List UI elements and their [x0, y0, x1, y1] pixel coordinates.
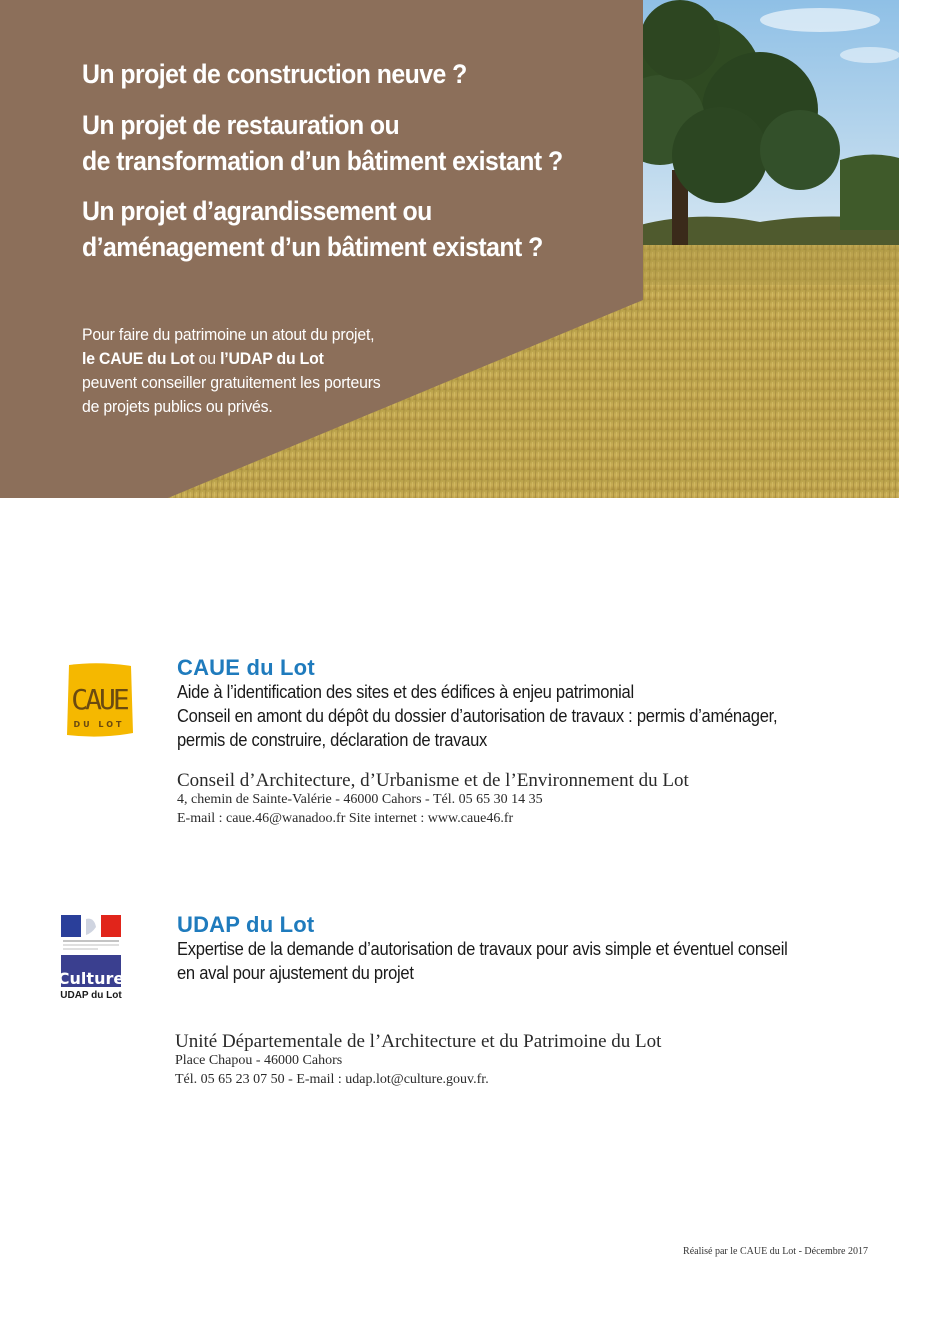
- svg-text:UDAP du Lot: UDAP du Lot: [60, 990, 122, 1001]
- udap-line-2: en aval pour ajustement du projet: [177, 963, 414, 983]
- question-restauration: Un projet de restauration ou de transformation d’un bâtiment existant ?: [82, 110, 563, 176]
- footer-credit: Réalisé par le CAUE du Lot - Décembre 2017: [683, 1246, 868, 1257]
- svg-text:Culture: Culture: [58, 969, 125, 988]
- caue-logo: [63, 661, 135, 739]
- caue-fullname: Conseil d’Architecture, d’Urbanisme et de l’Environnement du Lot: [177, 770, 689, 791]
- udap-line-1: Expertise de la demande d’autorisation de travaux pour avis simple et éventuel conseil: [177, 939, 788, 959]
- question-agrandissement: Un projet d’agrandissement ou d’aménagement d’un bâtiment existant ?: [82, 196, 543, 262]
- udap-title: UDAP du Lot: [177, 912, 315, 937]
- udap-fullname: Unité Départementale de l’Architecture et du Patrimoine du Lot: [175, 1031, 662, 1052]
- caue-title: CAUE du Lot: [177, 655, 315, 680]
- caue-line-2: Conseil en amont du dépôt du dossier d’autorisation de travaux : permis d’aménager,: [177, 706, 778, 726]
- udap-contact: Tél. 05 65 23 07 50 - E-mail : udap.lot@culture.gouv.fr.: [175, 1072, 489, 1087]
- svg-text:DU LOT: DU LOT: [73, 720, 125, 729]
- question-construction: Un projet de construction neuve ?: [82, 59, 467, 89]
- hero-banner: [0, 0, 899, 498]
- intro-text: Pour faire du patrimoine un atout du projet, le CAUE du Lot ou l’UDAP du Lot peuvent conseiller gratuitement les porteurs de projets publics ou privés.: [82, 325, 381, 416]
- caue-address: 4, chemin de Sainte-Valérie - 46000 Cahors - Tél. 05 65 30 14 35: [177, 792, 543, 807]
- caue-line-3: permis de construire, déclaration de travaux: [177, 730, 488, 750]
- udap-logo: [58, 913, 126, 1003]
- udap-address: Place Chapou - 46000 Cahors: [175, 1053, 343, 1068]
- caue-contact: E-mail : caue.46@wanadoo.fr Site internet : www.caue46.fr: [177, 811, 514, 826]
- caue-line-1: Aide à l’identification des sites et des édifices à enjeu patrimonial: [177, 682, 634, 702]
- svg-text:CAUE: CAUE: [71, 683, 127, 716]
